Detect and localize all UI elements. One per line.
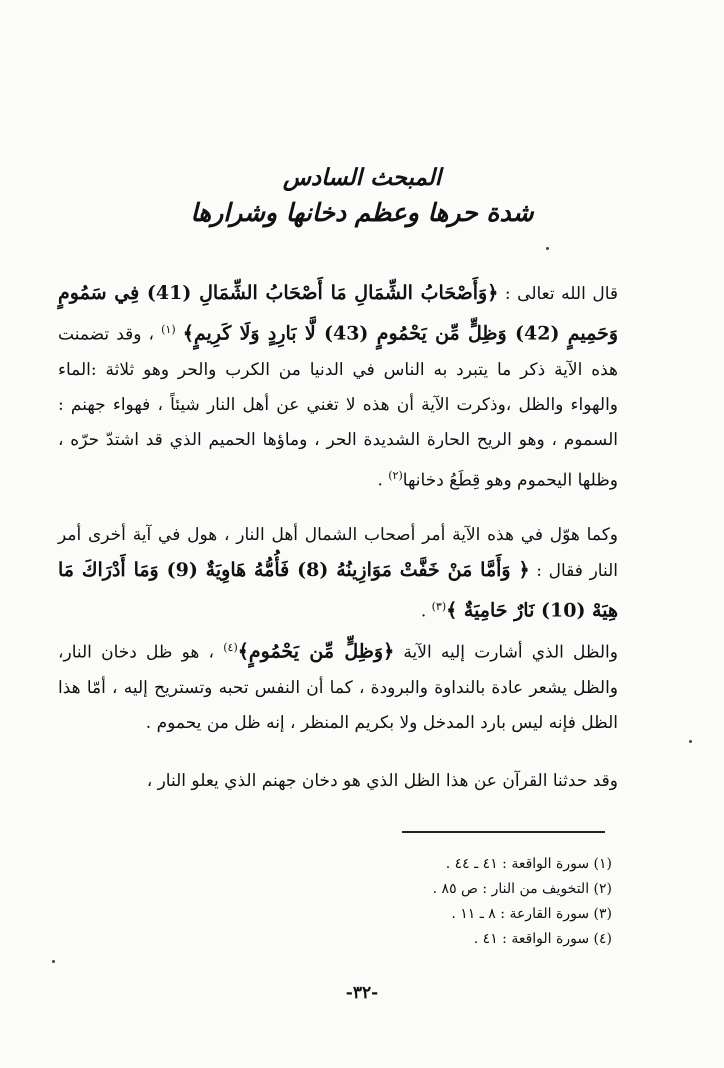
footnote-ref-1: (١) bbox=[161, 323, 176, 336]
footnote-item: (٣) سورة القارعة : ٨ ـ ١١ . bbox=[451, 906, 612, 922]
footnotes bbox=[433, 852, 612, 952]
paragraph-3-body: ، هو ظل دخان النار، والظل يشعر عادة بالنداوة والبرودة ، كما أن النفس تحبه وتستريح إليه ، أمّا هذا الظل فإنه ليس بارد المدخل ولا بكريم المنظر ، إنه ظل من يحموم . bbox=[58, 642, 618, 733]
paragraph-4-text: وقد حدثنا القرآن عن هذا الظل الذي هو دخان جهنم الذي يعلو النار ، bbox=[146, 771, 618, 791]
footnote-divider bbox=[402, 831, 605, 833]
section-title: المبحث السادس bbox=[282, 164, 442, 191]
page-number: -٣٢- bbox=[345, 983, 379, 1003]
paragraph-2-end: . bbox=[420, 601, 432, 622]
footnote-item: (٤) سورة الواقعة : ٤١ . bbox=[473, 931, 612, 947]
section-subtitle: شدة حرها وعظم دخانها وشرارها bbox=[190, 198, 534, 227]
footnote-ref-3: (٣) bbox=[431, 600, 447, 613]
footnote-ref-2: (٢) bbox=[388, 468, 403, 482]
paragraph-3-intro: والظل الذي أشارت إليه الآية bbox=[394, 642, 618, 663]
paragraph-1 bbox=[58, 276, 618, 498]
paragraph-4 bbox=[58, 764, 618, 799]
paragraph-3 bbox=[58, 630, 618, 741]
footnote-ref-4: (٤) bbox=[223, 641, 238, 654]
scan-speck bbox=[546, 247, 549, 250]
quran-verse-1: ﴿وَأَصْحَابُ الشِّمَالِ مَا أَصْحَابُ الشِّمَالِ (41) فِي سَمُومٍ وَحَمِيمٍ (42) وَظِلٍّ مِّن يَحْمُومٍ (43) لَّا بَارِدٍ وَلَا كَرِيمٍ﴾ bbox=[58, 282, 618, 345]
paragraph-2-intro: وكما هوّل في هذه الآية أمر أصحاب الشمال أهل النار ، هول في آية أخرى أمر النار فقال : bbox=[58, 525, 618, 581]
scan-speck bbox=[689, 740, 692, 743]
footnote-item: (١) سورة الواقعة : ٤١ ـ ٤٤ . bbox=[445, 856, 612, 872]
paragraph-2 bbox=[58, 518, 618, 630]
quran-verse-2: ﴿ وَأَمَّا مَنْ خَفَّتْ مَوَازِينُهُ (8) فَأُمُّهُ هَاوِيَةٌ (9) وَمَا أَدْرَاكَ مَا هِيَهْ (10) نَارٌ حَامِيَةٌ ﴾ bbox=[58, 559, 618, 622]
footnote-item: (٢) التخويف من النار : ص ٨٥ . bbox=[432, 881, 612, 897]
paragraph-1-intro: قال الله تعالى : bbox=[498, 284, 619, 304]
scan-speck bbox=[52, 960, 55, 963]
paragraph-1-body: ، وقد تضمنت هذه الآية ذكر ما يتبرد به الناس في الدنيا من الكرب والحر وهو ثلاثة :الماء والهواء والظل ،وذكرت الآية أن هذه لا تغني عن أهل النار شيئاً ، فهواء جهنم : السموم ، وهو الريح الحارة الشديدة الحر ، وماؤها الحميم الذي قد اشتدّ حرّه ، وظلها اليحموم وهو قِطَعُ دخانها bbox=[58, 324, 618, 491]
quran-verse-3: ﴿وَظِلٍّ مِّن يَحْمُومٍ﴾ bbox=[237, 640, 395, 663]
paragraph-1-end: . bbox=[377, 470, 389, 491]
